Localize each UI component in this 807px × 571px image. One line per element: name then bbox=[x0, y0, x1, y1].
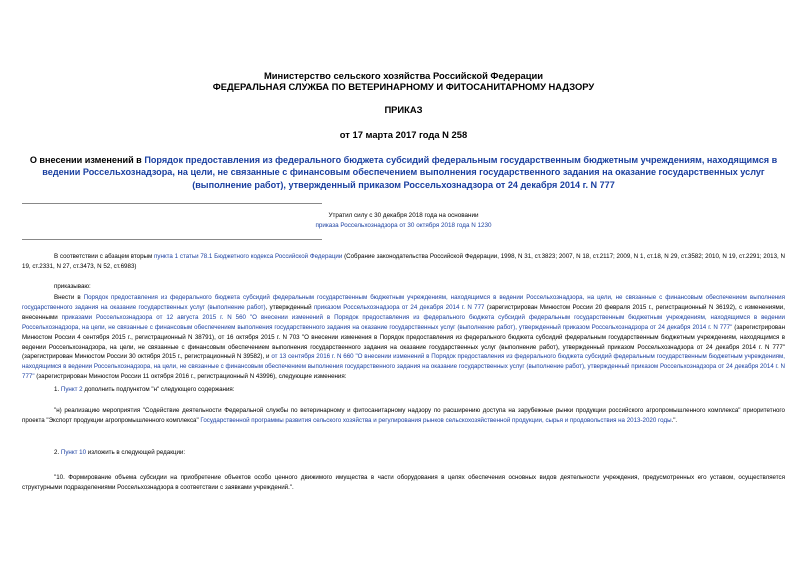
void-notice-line1: Утратил силу с 30 декабря 2018 года на основании bbox=[328, 212, 479, 219]
link-order-660[interactable]: от 13 сентября 2016 г. N 660 "О внесении изменений в Порядок предоставления из федерального бюджета субсидий федеральным государственным бюджетным учреждениям, находящимся в ведении Россельхознадзора, на цели, не связанные с финансовым обеспечением выполнения государственного задания на оказание государственных услуг (выполнение работ), утвержденный приказом Россельхознадзора от 24 декабря 2014 г. N 777" bbox=[22, 353, 785, 381]
paragraph-item-2 bbox=[54, 448, 654, 458]
text: (зарегистрирован Минюстом России 4 сентября 2015 г., регистрационный N 38791), от 16 октября 2015 г. N 703 "О внесении изменения в Порядок предоставления из федерального бюджета субсидий федеральным государственным бюджетным учреждениям, находящимся в ведении Россельхознадзора, на цели, не связанные с финансовым обеспечением выполнения государственного задания на оказание государственных услуг (выполнение работ), утвержденный приказом Россельхознадзора от 24 декабря 2014 г. N 777" (зарегистрирован Минюстом России 30 октября 2015 г., регистрационный N 39582), и bbox=[22, 323, 786, 361]
paragraph-item-1 bbox=[54, 385, 654, 395]
link-procedure[interactable]: Порядок предоставления из федерального бюджета субсидий федеральным государственным бюджетным учреждениям, находящимся в ведении Россельхознадзора, на цели, не связанные с финансовым обеспечением выполнения государственного задания на оказание государственных услуг (выполнение работ) bbox=[22, 294, 785, 311]
text: изложить в следующей редакции: bbox=[86, 449, 186, 456]
text: дополнить подпунктом "н" следующего содержания: bbox=[82, 386, 235, 393]
text: , утвержденный bbox=[265, 303, 314, 311]
text: 1. bbox=[54, 386, 61, 393]
text: (зарегистрирован Минюстом России 11 октября 2016 г., регистрационный N 43996), следующие изменения: bbox=[34, 373, 347, 381]
link-state-program[interactable]: Государственной программы развития сельского хозяйства и регулирования рынков сельскохозяйственной продукции, сырья и продовольствия на 2013-2020 годы bbox=[200, 416, 672, 424]
title-link[interactable]: Порядок предоставления из федерального бюджета субсидий федеральным государственным бюджетным учреждениям, находящимся в ведении Россельхознадзора, на цели, не связанные с финансовым обеспечением выполнения государственного задания на оказание государственных услуг (выполнение работ), утвержденный приказом Россельхознадзора от 24 декабря 2014 г. N 777 bbox=[42, 155, 778, 190]
document-type: ПРИКАЗ bbox=[384, 104, 423, 115]
paragraph-amendments bbox=[22, 293, 785, 382]
divider-top bbox=[22, 203, 322, 204]
document-date-number: от 17 марта 2017 года N 258 bbox=[339, 129, 468, 140]
service-name: ФЕДЕРАЛЬНАЯ СЛУЖБА ПО ВЕТЕРИНАРНОМУ И ФИТОСАНИТАРНОМУ НАДЗОРУ bbox=[212, 81, 595, 92]
divider-bottom bbox=[22, 239, 322, 240]
text: .". bbox=[671, 416, 678, 424]
paragraph-subitem-n bbox=[22, 406, 785, 426]
title-prefix: О внесении изменений в bbox=[29, 155, 145, 165]
paragraph-order: приказываю: bbox=[54, 283, 91, 290]
text: Внести в bbox=[54, 294, 84, 301]
paragraph-item-10-text: "10. Формирование объема субсидии на приобретение объектов особо ценного движимого имущества в части оборудования в целях обеспечения основных видов деятельности учреждения, предусмотренных его уставом, осуществляется структурными подразделениями Россельхознадзора в соответствии с заявками учреждений.". bbox=[22, 474, 785, 491]
text: В соответствии с абзацем вторым bbox=[54, 253, 155, 260]
link-order-560[interactable]: приказами Россельхознадзора от 12 августа 2015 г. N 560 "О внесении изменений в Порядок предоставления из федерального бюджета субсидий федеральным государственным бюджетным учреждениям, находящимся в ведении Россельхознадзора, на цели, не связанные с финансовым обеспечением выполнения государственного задания на оказание государственных услуг (выполнение работ), утвержденный приказом Россельхознадзора от 24 декабря 2014 г. N 777" bbox=[22, 313, 785, 331]
link-budget-code[interactable]: пункта 1 статьи 78.1 Бюджетного кодекса Российской Федерации bbox=[154, 253, 343, 260]
link-item-2[interactable]: Пункт 2 bbox=[60, 386, 83, 393]
paragraph-basis bbox=[22, 252, 785, 272]
text: (зарегистрирован Минюстом России 20 февраля 2015 г., регистрационный N 36192), с изменениями, внесенными bbox=[22, 303, 785, 321]
void-notice-link[interactable]: приказа Россельхознадзора от 30 октября 2018 года N 1230 bbox=[315, 222, 492, 229]
text: 2. bbox=[54, 449, 61, 456]
link-order-777[interactable]: приказом Россельхознадзора от 24 декабря 2014 г. N 777 bbox=[313, 303, 485, 311]
link-item-10[interactable]: Пункт 10 bbox=[60, 449, 87, 456]
text: (Собрание законодательства Российской Федерации, 1998, N 31, ст.3823; 2007, N 18, ст.2117; 2009, N 1, ст.18, N 29, ст.3582; 2010, N 19, ст.2291; 2013, N 19, ст.2331, N 27, ст.3473, N 52, ст.6983) bbox=[22, 253, 786, 270]
text: "н) реализацию мероприятия "Содействие деятельности Федеральной службы по ветеринарному и фитосанитарному надзору по расширению доступа на зарубежные рынки продукции российского агропромышленного комплекса" приоритетного проекта "Экспорт продукции агропромышленного комплекса" bbox=[22, 407, 785, 424]
ministry-name: Министерство сельского хозяйства Российской Федерации bbox=[263, 70, 544, 81]
document-title bbox=[22, 154, 785, 191]
